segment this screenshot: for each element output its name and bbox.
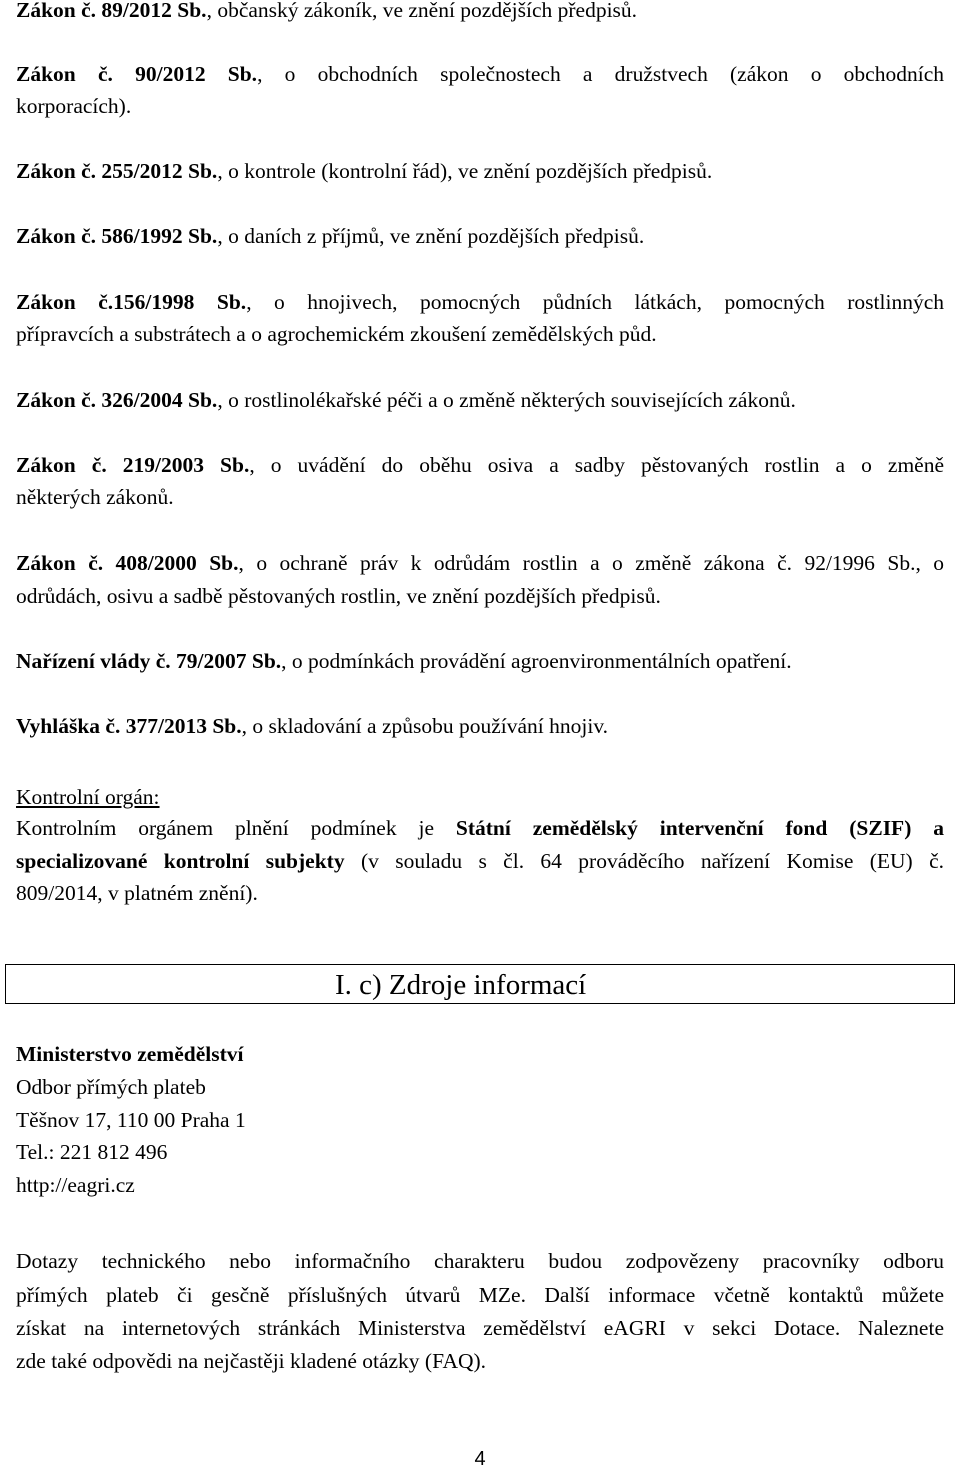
control-paragraph-line: 809/2014, v platném znění).: [16, 881, 258, 905]
law-item: Zákon č. 586/1992 Sb., o daních z příjmů, ve znění pozdějších předpisů.: [16, 224, 645, 248]
contact-website: http://eagri.cz: [16, 1173, 135, 1197]
law-item: Zákon č. 255/2012 Sb., o kontrole (kontrolní řád), ve znění pozdějších předpisů.: [16, 159, 713, 183]
contact-department: Odbor přímých plateb: [16, 1075, 206, 1099]
law-item: Zákon č.156/1998 Sb., o hnojivech, pomocných půdních látkách, pomocných rostlinných: [16, 290, 945, 314]
law-item: Zákon č. 219/2003 Sb., o uvádění do oběhu osiva a sadby pěstovaných rostlin a o změně: [16, 453, 944, 477]
law-item-continuation: odrůdách, osivu a sadbě pěstovaných rostlin, ve znění pozdějších předpisů.: [16, 584, 661, 608]
contact-phone: Tel.: 221 812 496: [16, 1140, 168, 1164]
page-number: 4: [474, 1448, 486, 1470]
law-item: Vyhláška č. 377/2013 Sb., o skladování a způsobu používání hnojiv.: [16, 714, 609, 738]
law-item-continuation: některých zákonů.: [16, 485, 174, 509]
control-paragraph-line: specializované kontrolní subjekty (v souladu s čl. 64 prováděcího nařízení Komise (EU) č.: [16, 849, 944, 873]
law-item: Zákon č. 89/2012 Sb., občanský zákoník, ve znění pozdějších předpisů.: [16, 0, 638, 22]
info-line: získat na internetových stránkách Ministerstva zemědělství eAGRI v sekci Dotace. Naleznete: [16, 1316, 944, 1340]
law-item: Zákon č. 408/2000 Sb., o ochraně práv k odrůdám rostlin a o změně zákona č. 92/1996 Sb., o: [16, 551, 945, 575]
info-line: přímých plateb či gesčně příslušných útvarů MZe. Další informace včetně kontaktů můžete: [16, 1283, 944, 1307]
section-title: I. c) Zdroje informací: [335, 969, 587, 1001]
control-paragraph-line: Kontrolním orgánem plnění podmínek je Státní zemědělský intervenční fond (SZIF) a: [16, 816, 945, 840]
law-item: Nařízení vlády č. 79/2007 Sb., o podmínkách provádění agroenvironmentálních opatření.: [16, 649, 792, 673]
law-item-continuation: korporacích).: [16, 94, 132, 118]
info-line: Dotazy technického nebo informačního charakteru budou zodpovězeny pracovníky odboru: [16, 1249, 944, 1273]
contact-organization: Ministerstvo zemědělství: [16, 1042, 244, 1066]
law-item-continuation: přípravcích a substrátech a o agrochemickém zkoušení zemědělských půd.: [16, 322, 657, 346]
contact-address: Těšnov 17, 110 00 Praha 1: [16, 1108, 246, 1132]
control-heading: Kontrolní orgán:: [16, 785, 160, 809]
law-item: Zákon č. 90/2012 Sb., o obchodních společnostech a družstvech (zákon o obchodních: [16, 62, 944, 86]
info-line: zde také odpovědi na nejčastěji kladené otázky (FAQ).: [16, 1349, 487, 1373]
law-item: Zákon č. 326/2004 Sb., o rostlinolékařské péči a o změně některých souvisejících zákonů.: [16, 388, 796, 412]
